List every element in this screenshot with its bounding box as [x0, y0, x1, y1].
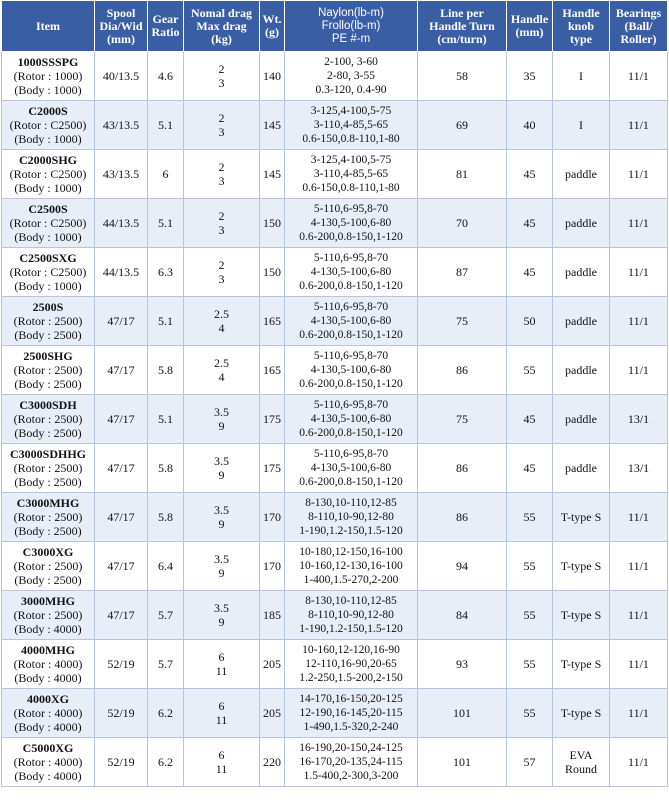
line-per-turn-cell: 87 — [418, 248, 507, 297]
item-cell — [2, 150, 95, 199]
body-size: (Body : 2500) — [14, 426, 82, 440]
body-size: (Body : 2500) — [14, 328, 82, 342]
rotor-size: (Rotor : C2500) — [9, 265, 87, 279]
spool-cell: 47/17 — [95, 346, 148, 395]
bearings-cell: 11/1 — [610, 150, 668, 199]
spool-cell: 40/13.5 — [95, 52, 148, 101]
max-drag: 9 — [218, 615, 225, 629]
handle-length-cell: 45 — [507, 248, 553, 297]
nylon-capacity: 14-170,16-150,20-125 — [299, 693, 403, 705]
item-cell — [2, 346, 95, 395]
drag-cell — [184, 738, 260, 787]
item-cell — [2, 542, 95, 591]
fluoro-capacity: 8-110,10-90,12-80 — [308, 511, 394, 523]
header-line-per-turn: Line per Handle Turn (cm/turn) — [418, 1, 507, 52]
line-capacity-cell — [285, 346, 418, 395]
bearings-cell: 11/1 — [610, 199, 668, 248]
spool-cell: 43/13.5 — [95, 101, 148, 150]
gear-ratio-cell: 5.7 — [148, 591, 184, 640]
rotor-size: (Rotor : 1000) — [13, 69, 83, 83]
pe-capacity: 0.6-150,0.8-110,1-80 — [302, 133, 400, 145]
item-cell — [2, 493, 95, 542]
body-size: (Body : 1000) — [14, 83, 82, 97]
table-row — [2, 297, 668, 346]
header-bearings: Bearings (Ball/ Roller) — [610, 1, 668, 52]
drag-cell — [184, 444, 260, 493]
item-cell — [2, 199, 95, 248]
spool-cell: 47/17 — [95, 493, 148, 542]
fluoro-capacity: 4-130,5-100,6-80 — [310, 413, 392, 425]
nylon-capacity: 3-125,4-100,5-75 — [310, 154, 392, 166]
model-name: C3000SDHHG — [9, 447, 86, 461]
knob-type-cell: T-type S — [553, 542, 610, 591]
header-gear-ratio: Gear Ratio — [148, 1, 184, 52]
fluoro-capacity: 4-130,5-100,6-80 — [310, 364, 392, 376]
max-drag: 3 — [218, 272, 225, 286]
body-size: (Body : 2500) — [14, 475, 82, 489]
model-name: 4000XG — [27, 692, 69, 706]
max-drag: 9 — [218, 468, 225, 482]
fluoro-capacity: 10-160,12-130,16-100 — [299, 560, 403, 572]
table-row — [2, 591, 668, 640]
gear-ratio-cell: 6 — [148, 150, 184, 199]
nylon-capacity: 5-110,6-95,8-70 — [313, 252, 389, 264]
item-cell — [2, 395, 95, 444]
drag-cell — [184, 52, 260, 101]
bearings-cell: 11/1 — [610, 297, 668, 346]
normal-drag: 3.5 — [214, 454, 229, 468]
weight-cell: 165 — [260, 297, 285, 346]
rotor-size: (Rotor : 2500) — [13, 559, 83, 573]
rotor-size: (Rotor : 4000) — [13, 755, 83, 769]
line-per-turn-cell: 86 — [418, 444, 507, 493]
body-size: (Body : 2500) — [14, 573, 82, 587]
normal-drag: 2 — [218, 258, 225, 272]
nylon-capacity: 16-190,20-150,24-125 — [299, 742, 403, 754]
drag-cell — [184, 297, 260, 346]
nylon-capacity: 5-110,6-95,8-70 — [313, 448, 389, 460]
model-name: C2000SHG — [18, 153, 77, 167]
nylon-capacity: 8-130,10-110,12-85 — [305, 595, 397, 607]
body-size: (Body : 1000) — [14, 279, 82, 293]
reel-spec-table — [1, 0, 668, 787]
bearings-cell: 11/1 — [610, 640, 668, 689]
fluoro-capacity: 4-130,5-100,6-80 — [310, 462, 392, 474]
nylon-capacity: 5-110,6-95,8-70 — [313, 399, 389, 411]
drag-cell — [184, 101, 260, 150]
body-size: (Body : 1000) — [14, 230, 82, 244]
handle-length-cell: 55 — [507, 689, 553, 738]
drag-cell — [184, 150, 260, 199]
bearings-cell: 11/1 — [610, 738, 668, 787]
bearings-cell: 13/1 — [610, 395, 668, 444]
table-row — [2, 444, 668, 493]
rotor-size: (Rotor : C2500) — [9, 216, 87, 230]
bearings-cell: 11/1 — [610, 493, 668, 542]
knob-type-cell: T-type S — [553, 689, 610, 738]
spool-cell: 52/19 — [95, 689, 148, 738]
rotor-size: (Rotor : 2500) — [13, 314, 83, 328]
line-per-turn-cell: 69 — [418, 101, 507, 150]
model-name: C2000S — [28, 104, 68, 118]
max-drag: 11 — [215, 664, 228, 678]
bearings-cell: 11/1 — [610, 591, 668, 640]
header-spool: Spool Dia/Wid (mm) — [95, 1, 148, 52]
pe-capacity: 1-400,1.5-270,2-200 — [303, 574, 399, 586]
pe-capacity: 1.2-250,1.5-200,2-150 — [299, 672, 403, 684]
max-drag: 9 — [218, 566, 225, 580]
normal-drag: 3.5 — [214, 552, 229, 566]
gear-ratio-cell: 5.8 — [148, 444, 184, 493]
weight-cell: 205 — [260, 689, 285, 738]
rotor-size: (Rotor : C2500) — [9, 118, 87, 132]
drag-cell — [184, 248, 260, 297]
handle-length-cell: 40 — [507, 101, 553, 150]
spool-cell: 43/13.5 — [95, 150, 148, 199]
table-row — [2, 395, 668, 444]
handle-length-cell: 45 — [507, 150, 553, 199]
weight-cell: 170 — [260, 493, 285, 542]
header-weight: Wt. (g) — [260, 1, 285, 52]
handle-length-cell: 35 — [507, 52, 553, 101]
max-drag: 4 — [218, 321, 225, 335]
weight-cell: 205 — [260, 640, 285, 689]
bearings-cell: 13/1 — [610, 444, 668, 493]
fluoro-capacity: 8-110,10-90,12-80 — [308, 609, 394, 621]
knob-type-cell: paddle — [553, 248, 610, 297]
header-line-capacity: Naylon(lb-m) Frollo(lb-m) PE #-m — [285, 1, 418, 52]
max-drag: 11 — [215, 762, 228, 776]
pe-capacity: 0.6-200,0.8-150,1-120 — [299, 427, 403, 439]
line-per-turn-cell: 101 — [418, 738, 507, 787]
max-drag: 9 — [218, 517, 225, 531]
spool-cell: 47/17 — [95, 297, 148, 346]
handle-length-cell: 55 — [507, 493, 553, 542]
normal-drag: 3.5 — [214, 503, 229, 517]
gear-ratio-cell: 5.1 — [148, 395, 184, 444]
normal-drag: 2 — [218, 111, 225, 125]
bearings-cell: 11/1 — [610, 542, 668, 591]
gear-ratio-cell: 6.2 — [148, 738, 184, 787]
spool-cell: 47/17 — [95, 542, 148, 591]
line-per-turn-cell: 94 — [418, 542, 507, 591]
rotor-size: (Rotor : C2500) — [9, 167, 87, 181]
drag-cell — [184, 640, 260, 689]
fluoro-capacity: 2-80, 3-55 — [327, 70, 375, 82]
rotor-size: (Rotor : 2500) — [13, 412, 83, 426]
item-cell — [2, 738, 95, 787]
knob-type-cell: paddle — [553, 395, 610, 444]
knob-type-cell: paddle — [553, 199, 610, 248]
rotor-size: (Rotor : 4000) — [13, 657, 83, 671]
bearings-cell: 11/1 — [610, 101, 668, 150]
line-capacity-cell — [285, 542, 418, 591]
item-cell — [2, 52, 95, 101]
handle-length-cell: 55 — [507, 346, 553, 395]
model-name: 3000MHG — [21, 594, 75, 608]
gear-ratio-cell: 5.1 — [148, 199, 184, 248]
pe-capacity: 0.6-200,0.8-150,1-120 — [299, 329, 403, 341]
normal-drag: 6 — [218, 748, 225, 762]
table-row — [2, 150, 668, 199]
gear-ratio-cell: 5.8 — [148, 346, 184, 395]
model-name: C3000MHG — [16, 496, 80, 510]
item-cell — [2, 101, 95, 150]
normal-drag: 2 — [218, 160, 225, 174]
drag-cell — [184, 199, 260, 248]
item-cell — [2, 444, 95, 493]
table-row — [2, 542, 668, 591]
body-size: (Body : 1000) — [14, 132, 82, 146]
knob-type-cell: EVA Round — [553, 738, 610, 787]
knob-type-cell: paddle — [553, 297, 610, 346]
line-per-turn-cell: 58 — [418, 52, 507, 101]
model-name: 2500S — [32, 300, 64, 314]
max-drag: 9 — [218, 419, 225, 433]
weight-cell: 150 — [260, 248, 285, 297]
weight-cell: 150 — [260, 199, 285, 248]
header-item: Item — [2, 1, 95, 52]
pe-capacity: 0.6-200,0.8-150,1-120 — [299, 378, 403, 390]
fluoro-capacity: 4-130,5-100,6-80 — [310, 217, 392, 229]
handle-length-cell: 45 — [507, 199, 553, 248]
line-capacity-cell — [285, 52, 418, 101]
drag-cell — [184, 591, 260, 640]
max-drag: 11 — [215, 713, 228, 727]
spool-cell: 52/19 — [95, 738, 148, 787]
normal-drag: 2.5 — [214, 356, 229, 370]
max-drag: 3 — [218, 76, 225, 90]
model-name: C3000XG — [22, 545, 74, 559]
line-capacity-cell — [285, 689, 418, 738]
item-cell — [2, 248, 95, 297]
body-size: (Body : 2500) — [14, 377, 82, 391]
nylon-capacity: 2-100, 3-60 — [324, 56, 378, 68]
gear-ratio-cell: 4.6 — [148, 52, 184, 101]
spool-cell: 44/13.5 — [95, 248, 148, 297]
pe-capacity: 0.6-200,0.8-150,1-120 — [299, 476, 403, 488]
knob-type-cell: I — [553, 52, 610, 101]
knob-type-cell: T-type S — [553, 493, 610, 542]
pe-capacity: 0.6-200,0.8-150,1-120 — [299, 231, 403, 243]
fluoro-capacity: 3-110,4-85,5-65 — [313, 119, 389, 131]
line-capacity-cell — [285, 297, 418, 346]
normal-drag: 2 — [218, 62, 225, 76]
table-row — [2, 199, 668, 248]
model-name: 2500SHG — [23, 349, 73, 363]
line-per-turn-cell: 75 — [418, 395, 507, 444]
handle-length-cell: 45 — [507, 395, 553, 444]
rotor-size: (Rotor : 4000) — [13, 706, 83, 720]
line-capacity-cell — [285, 150, 418, 199]
knob-type-cell: T-type S — [553, 591, 610, 640]
fluoro-capacity: 16-170,20-135,24-115 — [299, 756, 403, 768]
table-row — [2, 738, 668, 787]
gear-ratio-cell: 6.4 — [148, 542, 184, 591]
nylon-capacity: 5-110,6-95,8-70 — [313, 350, 389, 362]
drag-cell — [184, 346, 260, 395]
weight-cell: 145 — [260, 101, 285, 150]
pe-capacity: 1-190,1.2-150,1.5-120 — [299, 623, 403, 635]
line-per-turn-cell: 86 — [418, 346, 507, 395]
knob-type-cell: paddle — [553, 150, 610, 199]
item-cell — [2, 689, 95, 738]
weight-cell: 145 — [260, 150, 285, 199]
line-per-turn-cell: 75 — [418, 297, 507, 346]
nylon-capacity: 10-160,12-120,16-90 — [302, 644, 400, 656]
spool-cell: 44/13.5 — [95, 199, 148, 248]
bearings-cell: 11/1 — [610, 52, 668, 101]
gear-ratio-cell: 5.1 — [148, 297, 184, 346]
knob-type-cell: paddle — [553, 346, 610, 395]
table-body — [2, 52, 668, 787]
fluoro-capacity: 4-130,5-100,6-80 — [310, 315, 392, 327]
weight-cell: 165 — [260, 346, 285, 395]
table-header — [2, 1, 668, 52]
line-per-turn-cell: 70 — [418, 199, 507, 248]
handle-length-cell: 55 — [507, 542, 553, 591]
rotor-size: (Rotor : 2500) — [13, 510, 83, 524]
pe-capacity: 1-190,1.2-150,1.5-120 — [299, 525, 403, 537]
handle-length-cell: 55 — [507, 640, 553, 689]
body-size: (Body : 4000) — [14, 720, 82, 734]
spool-cell: 52/19 — [95, 640, 148, 689]
line-capacity-cell — [285, 493, 418, 542]
weight-cell: 175 — [260, 395, 285, 444]
weight-cell: 140 — [260, 52, 285, 101]
normal-drag: 6 — [218, 650, 225, 664]
line-per-turn-cell: 81 — [418, 150, 507, 199]
body-size: (Body : 4000) — [14, 671, 82, 685]
model-name: C2500S — [28, 202, 68, 216]
line-per-turn-cell: 101 — [418, 689, 507, 738]
weight-cell: 185 — [260, 591, 285, 640]
table-row — [2, 101, 668, 150]
body-size: (Body : 2500) — [14, 524, 82, 538]
model-name: C5000XG — [22, 741, 74, 755]
knob-type-cell: I — [553, 101, 610, 150]
line-per-turn-cell: 84 — [418, 591, 507, 640]
handle-length-cell: 50 — [507, 297, 553, 346]
nylon-capacity: 5-110,6-95,8-70 — [313, 203, 389, 215]
fluoro-capacity: 12-110,16-90,20-65 — [305, 658, 397, 670]
rotor-size: (Rotor : 2500) — [13, 363, 83, 377]
nylon-capacity: 5-110,6-95,8-70 — [313, 301, 389, 313]
drag-cell — [184, 395, 260, 444]
header-knob-type: Handle knob type — [553, 1, 610, 52]
line-per-turn-cell: 86 — [418, 493, 507, 542]
weight-cell: 175 — [260, 444, 285, 493]
normal-drag: 3.5 — [214, 601, 229, 615]
nylon-capacity: 3-125,4-100,5-75 — [310, 105, 392, 117]
line-capacity-cell — [285, 444, 418, 493]
pe-capacity: 1.5-400,2-300,3-200 — [303, 770, 399, 782]
header-drag: Nomal drag Max drag (kg) — [184, 1, 260, 52]
pe-capacity: 0.6-150,0.8-110,1-80 — [302, 182, 400, 194]
table-row — [2, 640, 668, 689]
table-row — [2, 689, 668, 738]
max-drag: 3 — [218, 223, 225, 237]
pe-capacity: 0.6-200,0.8-150,1-120 — [299, 280, 403, 292]
weight-cell: 220 — [260, 738, 285, 787]
gear-ratio-cell: 5.8 — [148, 493, 184, 542]
table-row — [2, 493, 668, 542]
spool-cell: 47/17 — [95, 591, 148, 640]
model-name: C2500SXG — [19, 251, 77, 265]
item-cell — [2, 591, 95, 640]
body-size: (Body : 4000) — [14, 622, 82, 636]
body-size: (Body : 1000) — [14, 181, 82, 195]
line-capacity-cell — [285, 199, 418, 248]
bearings-cell: 11/1 — [610, 248, 668, 297]
table-row — [2, 248, 668, 297]
model-name: 1000SSSPG — [17, 55, 79, 69]
spool-cell: 47/17 — [95, 444, 148, 493]
normal-drag: 6 — [218, 699, 225, 713]
nylon-capacity: 8-130,10-110,12-85 — [305, 497, 397, 509]
header-handle: Handle (mm) — [507, 1, 553, 52]
spool-cell: 47/17 — [95, 395, 148, 444]
line-capacity-cell — [285, 395, 418, 444]
table-row — [2, 52, 668, 101]
fluoro-capacity: 3-110,4-85,5-65 — [313, 168, 389, 180]
line-capacity-cell — [285, 248, 418, 297]
drag-cell — [184, 689, 260, 738]
normal-drag: 3.5 — [214, 405, 229, 419]
weight-cell: 170 — [260, 542, 285, 591]
fluoro-capacity: 12-190,16-145,20-115 — [299, 707, 403, 719]
header-row — [2, 1, 668, 52]
bearings-cell: 11/1 — [610, 346, 668, 395]
gear-ratio-cell: 5.7 — [148, 640, 184, 689]
line-per-turn-cell: 93 — [418, 640, 507, 689]
bearings-cell: 11/1 — [610, 689, 668, 738]
line-capacity-cell — [285, 101, 418, 150]
handle-length-cell: 57 — [507, 738, 553, 787]
drag-cell — [184, 493, 260, 542]
fluoro-capacity: 4-130,5-100,6-80 — [310, 266, 392, 278]
pe-capacity: 1-490,1.5-320,2-240 — [303, 721, 399, 733]
model-name: 4000MHG — [21, 643, 75, 657]
gear-ratio-cell: 6.2 — [148, 689, 184, 738]
rotor-size: (Rotor : 2500) — [13, 461, 83, 475]
knob-type-cell: paddle — [553, 444, 610, 493]
pe-capacity: 0.3-120, 0.4-90 — [315, 84, 387, 96]
nylon-capacity: 10-180,12-150,16-100 — [299, 546, 403, 558]
handle-length-cell: 45 — [507, 444, 553, 493]
item-cell — [2, 640, 95, 689]
drag-cell — [184, 542, 260, 591]
body-size: (Body : 4000) — [14, 769, 82, 783]
knob-type-cell: T-type S — [553, 640, 610, 689]
normal-drag: 2.5 — [214, 307, 229, 321]
max-drag: 4 — [218, 370, 225, 384]
line-capacity-cell — [285, 640, 418, 689]
normal-drag: 2 — [218, 209, 225, 223]
table-row — [2, 346, 668, 395]
gear-ratio-cell: 6.3 — [148, 248, 184, 297]
max-drag: 3 — [218, 125, 225, 139]
line-capacity-cell — [285, 591, 418, 640]
line-capacity-cell — [285, 738, 418, 787]
item-cell — [2, 297, 95, 346]
max-drag: 3 — [218, 174, 225, 188]
handle-length-cell: 55 — [507, 591, 553, 640]
model-name: C3000SDH — [19, 398, 77, 412]
gear-ratio-cell: 5.1 — [148, 101, 184, 150]
rotor-size: (Rotor : 2500) — [13, 608, 83, 622]
